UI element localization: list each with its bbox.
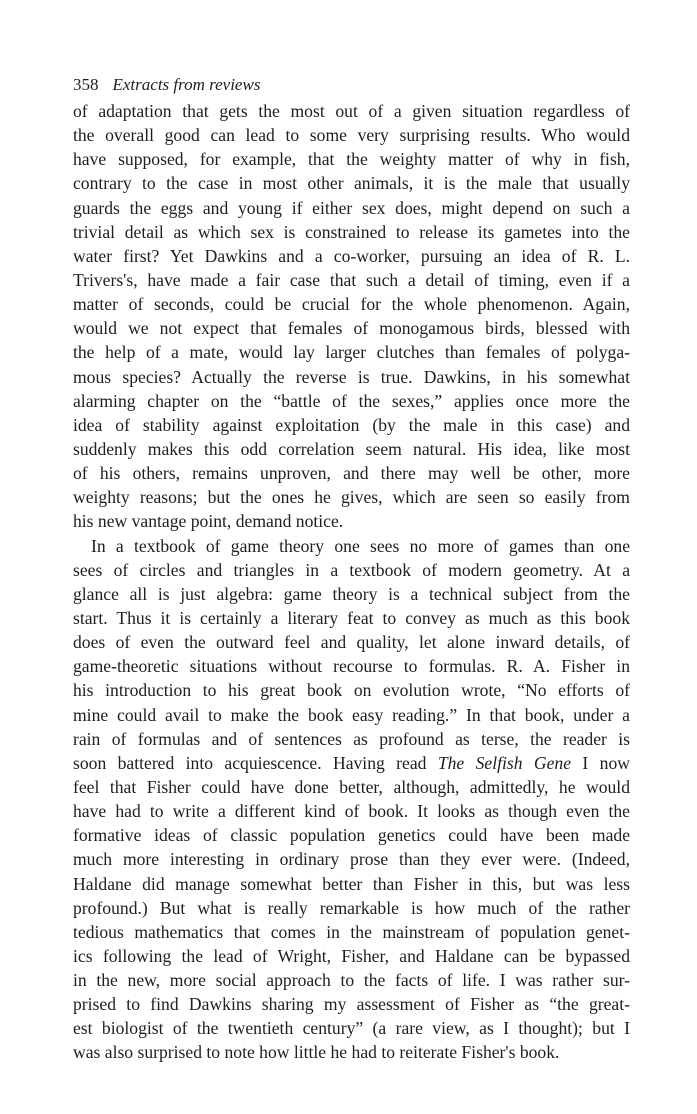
text-segment: I now: [571, 752, 630, 773]
text-line: much more interesting in ordinary prose than they ever were. (Indeed,: [73, 849, 630, 870]
running-title: Extracts from reviews: [112, 75, 261, 94]
text-line: Haldane did manage somewhat better than Fisher in this, but was less: [73, 873, 630, 894]
text-line: guards the eggs and young if either sex does, might depend on such a: [73, 197, 630, 218]
page-number: 358: [73, 75, 99, 94]
text-line: matter of seconds, could be crucial for the whole phenomenon. Again,: [73, 294, 630, 315]
text-line: rain of formulas and of sentences as profound as terse, the reader is: [73, 728, 630, 749]
text-line: glance all is just algebra: game theory is a technical subject from the: [73, 583, 630, 604]
text-line: in the new, more social approach to the facts of life. I was rather sur-: [73, 970, 630, 991]
body-text: [73, 99, 630, 1065]
text-line: have supposed, for example, that the weighty matter of why in fish,: [73, 149, 630, 170]
paragraph-1: [73, 99, 630, 534]
text-line: ics following the lead of Wright, Fisher, and Haldane can be bypassed: [73, 945, 630, 966]
text-line: game-theoretic situations without recourse to formulas. R. A. Fisher in: [73, 656, 630, 677]
text-line: of his others, remains unproven, and there may well be other, more: [73, 463, 630, 484]
text-line: In a textbook of game theory one sees no more of games than one: [91, 535, 630, 556]
text-line: of adaptation that gets the most out of a given situation regardless of: [73, 101, 630, 121]
text-line: the overall good can lead to some very surprising results. Who would: [73, 125, 630, 146]
text-line: his introduction to his great book on evolution wrote, “No efforts of: [73, 680, 630, 701]
text-line: suddenly makes this odd correlation seem natural. His idea, like most: [73, 438, 630, 459]
text-line: mine could avail to make the book easy reading.” In that book, under a: [73, 704, 630, 725]
text-segment: soon battered into acquiescence. Having read: [73, 752, 438, 773]
text-line: alarming chapter on the “battle of the sexes,” applies once more the: [73, 390, 630, 411]
paragraph-2: [73, 534, 630, 1065]
text-line: est biologist of the twentieth century” (a rare view, as I thought); but I: [73, 1018, 630, 1039]
text-line: formative ideas of classic population genetics could have been made: [73, 825, 630, 846]
text-line: start. Thus it is certainly a literary feat to convey as much as this book: [73, 607, 630, 628]
text-line: have had to write a different kind of book. It looks as though even the: [73, 801, 630, 822]
text-line: prised to find Dawkins sharing my assessment of Fisher as “the great-: [73, 994, 630, 1015]
text-line: the help of a mate, would lay larger clutches than females of polyga-: [73, 342, 630, 363]
text-line: was also surprised to note how little he had to reiterate Fisher's book.: [73, 1042, 560, 1063]
text-line: Trivers's, have made a fair case that such a detail of timing, even if a: [73, 269, 630, 290]
text-line: would we not expect that females of monogamous birds, blessed with: [73, 318, 630, 339]
text-line: does of even the outward feel and quality, let alone inward details, of: [73, 632, 630, 653]
text-line: contrary to the case in most other animals, it is the male that usually: [73, 173, 630, 194]
text-line: tedious mathematics that comes in the mainstream of population genet-: [73, 921, 630, 942]
running-head: [73, 72, 633, 98]
text-line: idea of stability against exploitation (by the male in this case) and: [73, 414, 630, 435]
text-line: trivial detail as which sex is constrained to release its gametes into the: [73, 221, 630, 242]
text-line: his new vantage point, demand notice.: [73, 511, 344, 532]
text-line: weighty reasons; but the ones he gives, which are seen so easily from: [73, 487, 630, 508]
text-line-with-title: [73, 751, 630, 775]
text-line: mous species? Actually the reverse is true. Dawkins, in his somewhat: [73, 366, 630, 387]
text-line: water first? Yet Dawkins and a co-worker, pursuing an idea of R. L.: [73, 245, 630, 266]
text-line: sees of circles and triangles in a textbook of modern geometry. At a: [73, 559, 630, 580]
book-title: The Selfish Gene: [437, 752, 572, 773]
text-line: feel that Fisher could have done better, although, admittedly, he would: [73, 776, 630, 797]
text-line: profound.) But what is really remarkable is how much of the rather: [73, 897, 630, 918]
